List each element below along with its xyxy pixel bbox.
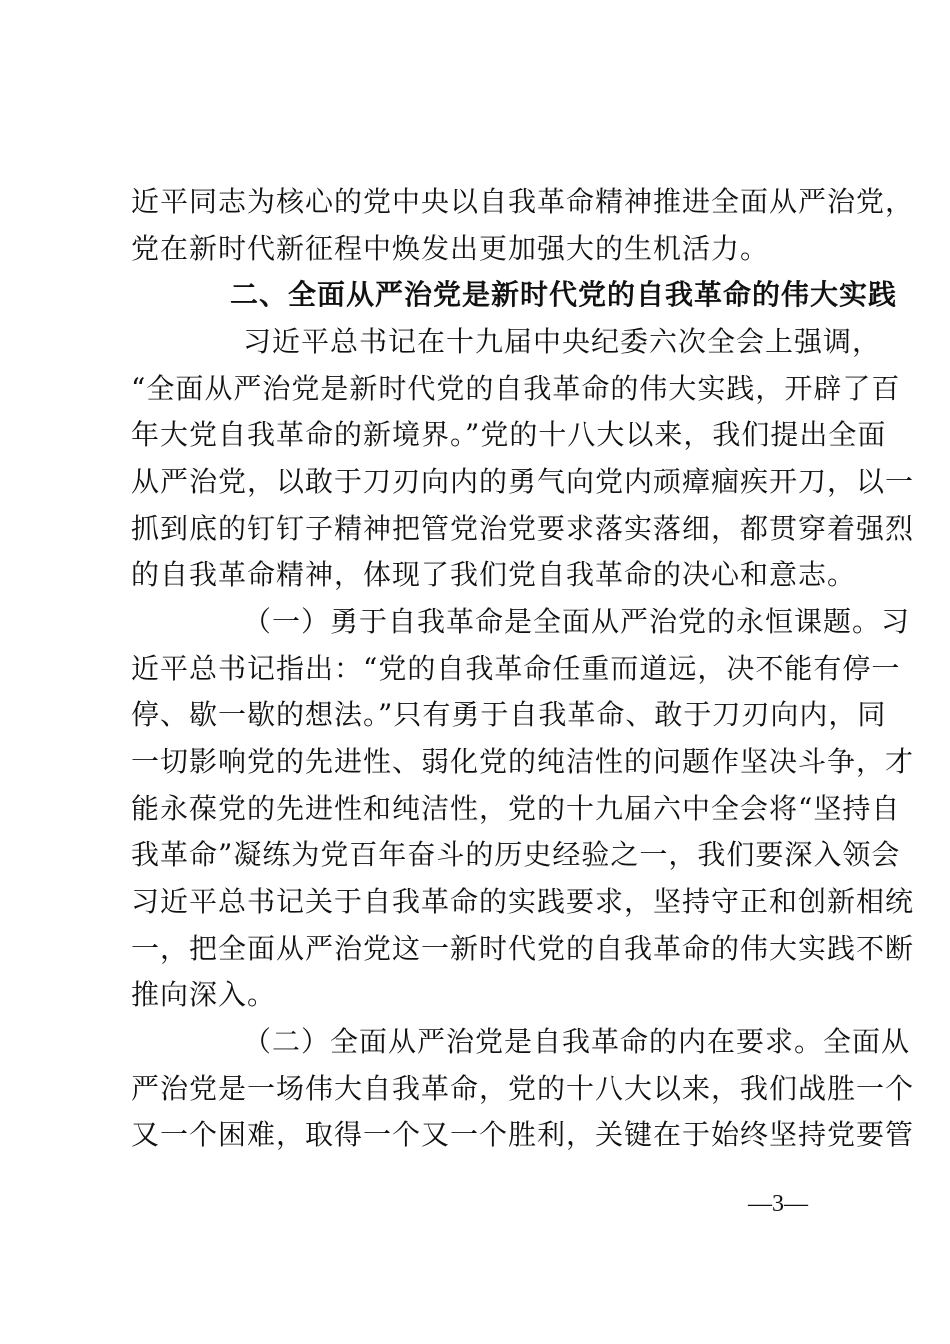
paragraph-line: 党在新时代新征程中焕发出更加强大的生机活力。 [131,232,770,265]
paragraph-line: 严治党是一场伟大自我革命，党的十八大以来，我们战胜一个 [131,1072,915,1105]
paragraph-line: 的自我革命精神，体现了我们党自我革命的决心和意志。 [131,558,857,591]
paragraph-line: 近平总书记指出：“党的自我革命任重而道远，决不能有停一 [131,652,901,685]
paragraph-line: 习近平总书记在十九届中央纪委六次全会上强调， [243,325,882,358]
paragraph-line: （一）勇于自我革命是全面从严治党的永恒课题。习 [243,605,911,638]
paragraph-line: 一，把全面从严治党这一新时代党的自我革命的伟大实践不断 [131,932,915,965]
paragraph-line: 又一个困难，取得一个又一个胜利，关键在于始终坚持党要管 [131,1118,915,1151]
paragraph-line: 年大党自我革命的新境界。”党的十八大以来，我们提出全面 [131,418,887,451]
paragraph-line: 近平同志为核心的党中央以自我革命精神推进全面从严治党， [131,185,915,218]
paragraph-line: 抓到底的钉钉子精神把管党治党要求落实落细，都贯穿着强烈 [131,512,915,545]
paragraph-line: （二）全面从严治党是自我革命的内在要求。全面从 [243,1025,911,1058]
paragraph-line: 一切影响党的先进性、弱化党的纯洁性的问题作坚决斗争，才 [131,745,915,778]
paragraph-line: “全面从严治党是新时代党的自我革命的伟大实践，开辟了百 [131,372,901,405]
paragraph-line: 我革命”凝练为党百年奋斗的历史经验之一，我们要深入领会 [131,838,901,871]
section-heading: 二、全面从严治党是新时代党的自我革命的伟大实践 [230,278,898,311]
page-number: —3— [748,1191,808,1217]
paragraph-line: 推向深入。 [131,978,277,1011]
paragraph-line: 习近平总书记关于自我革命的实践要求，坚持守正和创新相统 [131,885,915,918]
paragraph-line: 能永葆党的先进性和纯洁性，党的十九届六中全会将“坚持自 [131,792,901,825]
paragraph-line: 停、歇一歇的想法。”只有勇于自我革命、敢于刀刃向内，同 [131,698,887,731]
paragraph-line: 从严治党，以敢于刀刃向内的勇气向党内顽瘴痼疾开刀，以一 [131,465,915,498]
